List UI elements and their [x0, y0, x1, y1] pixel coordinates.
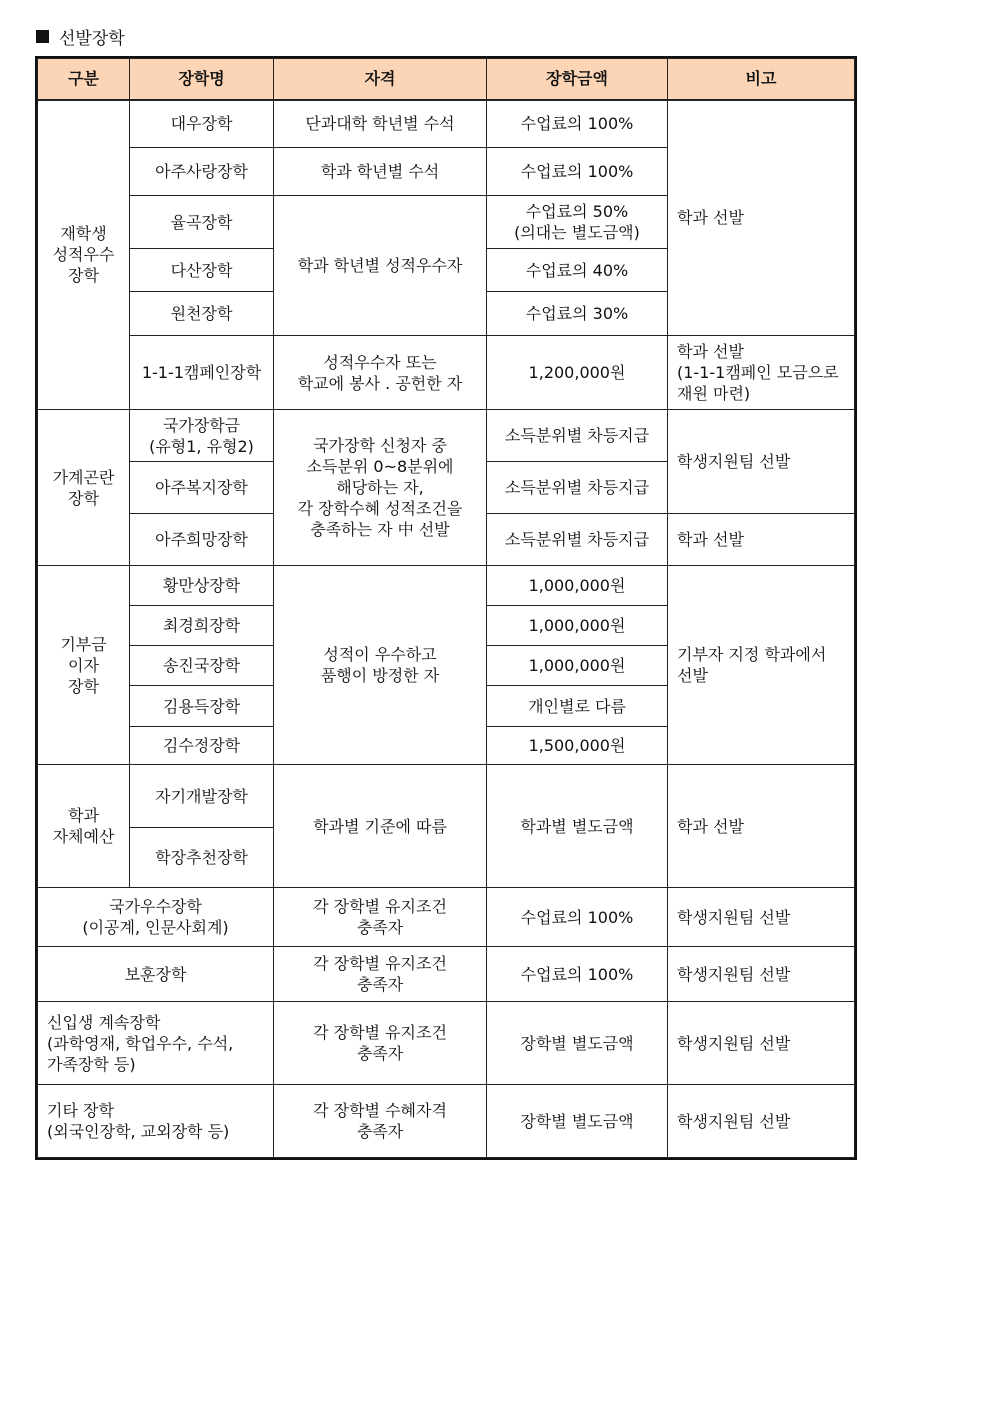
note-cell: 학생지원팀 선발: [668, 947, 855, 1002]
scholarship-name: 국가장학금 (유형1, 유형2): [130, 410, 274, 462]
scholarship-name: 국가우수장학 (이공계, 인문사회계): [38, 888, 274, 947]
table-row: [38, 1085, 855, 1158]
amount-cell: 1,000,000원: [487, 646, 668, 686]
qualification-cell: 각 장학별 유지조건 충족자: [274, 1002, 487, 1085]
header-note: 비고: [668, 59, 855, 100]
header-qualification: 자격: [274, 59, 487, 100]
scholarship-name: 신입생 계속장학 (과학영재, 학업우수, 수석, 가족장학 등): [38, 1002, 274, 1085]
scholarship-name: 원천장학: [130, 292, 274, 336]
amount-cell: 장학별 별도금액: [487, 1085, 668, 1158]
category-cell: 학과 자체예산: [38, 765, 130, 888]
amount-cell: 수업료의 100%: [487, 100, 668, 148]
table-row: [38, 888, 855, 947]
scholarship-name: 김용득장학: [130, 686, 274, 727]
amount-cell: 수업료의 100%: [487, 888, 668, 947]
scholarship-name: 송진국장학: [130, 646, 274, 686]
amount-cell: 장학별 별도금액: [487, 1002, 668, 1085]
section-heading: [36, 24, 125, 49]
amount-cell: 소득분위별 차등지급: [487, 514, 668, 566]
category-cell: 가계곤란 장학: [38, 410, 130, 566]
scholarship-name: 아주복지장학: [130, 462, 274, 514]
section-title: 선발장학: [59, 29, 125, 49]
amount-cell: 수업료의 50% (의대는 별도금액): [487, 196, 668, 249]
amount-cell: 학과별 별도금액: [487, 765, 668, 888]
scholarship-name: 율곡장학: [130, 196, 274, 249]
note-cell: 학생지원팀 선발: [668, 888, 855, 947]
amount-cell: 1,000,000원: [487, 606, 668, 646]
scholarship-name: 황만상장학: [130, 566, 274, 606]
scholarship-name: 다산장학: [130, 249, 274, 292]
scholarship-name: 기타 장학 (외국인장학, 교외장학 등): [38, 1085, 274, 1158]
category-cell: 재학생 성적우수 장학: [38, 100, 130, 410]
note-cell: 학생지원팀 선발: [668, 1085, 855, 1158]
table-header-row: [38, 59, 855, 100]
qualification-cell: 국가장학 신청자 중 소득분위 0~8분위에 해당하는 자, 각 장학수혜 성적조건을 충족하는 자 中 선발: [274, 410, 487, 566]
square-bullet-icon: [36, 30, 49, 43]
qualification-cell: 각 장학별 유지조건 충족자: [274, 888, 487, 947]
qualification-cell: 성적우수자 또는 학교에 봉사 . 공헌한 자: [274, 336, 487, 410]
header-amount: 장학금액: [487, 59, 668, 100]
scholarship-name: 아주희망장학: [130, 514, 274, 566]
qualification-cell: 각 장학별 유지조건 충족자: [274, 947, 487, 1002]
table-row: [38, 1002, 855, 1085]
qualification-cell: 성적이 우수하고 품행이 방정한 자: [274, 566, 487, 765]
table-row: [38, 765, 855, 828]
note-cell: 학과 선발: [668, 100, 855, 336]
scholarship-name: 아주사랑장학: [130, 148, 274, 196]
scholarship-name: 최경희장학: [130, 606, 274, 646]
amount-cell: 수업료의 100%: [487, 148, 668, 196]
scholarship-name: 자기개발장학: [130, 765, 274, 828]
scholarship-name: 학장추천장학: [130, 828, 274, 888]
table-row: [38, 336, 855, 410]
amount-cell: 소득분위별 차등지급: [487, 462, 668, 514]
scholarship-name: 김수정장학: [130, 727, 274, 765]
amount-cell: 개인별로 다름: [487, 686, 668, 727]
table-row: [38, 947, 855, 1002]
qualification-cell: 학과별 기준에 따름: [274, 765, 487, 888]
scholarship-name: 보훈장학: [38, 947, 274, 1002]
note-cell: 기부자 지정 학과에서 선발: [668, 566, 855, 765]
qualification-cell: 학과 학년별 성적우수자: [274, 196, 487, 336]
table-row: [38, 100, 855, 148]
note-cell: 학과 선발: [668, 514, 855, 566]
amount-cell: 1,500,000원: [487, 727, 668, 765]
note-cell: 학생지원팀 선발: [668, 410, 855, 514]
amount-cell: 수업료의 30%: [487, 292, 668, 336]
qualification-cell: 각 장학별 수혜자격 충족자: [274, 1085, 487, 1158]
amount-cell: 소득분위별 차등지급: [487, 410, 668, 462]
note-cell: 학과 선발 (1-1-1캠페인 모금으로 재원 마련): [668, 336, 855, 410]
amount-cell: 수업료의 100%: [487, 947, 668, 1002]
category-cell: 기부금 이자 장학: [38, 566, 130, 765]
amount-cell: 1,000,000원: [487, 566, 668, 606]
table-row: [38, 566, 855, 606]
scholarship-table: [37, 58, 855, 1158]
scholarship-name: 1-1-1캠페인장학: [130, 336, 274, 410]
table-row: [38, 410, 855, 462]
note-cell: 학과 선발: [668, 765, 855, 888]
scholarship-name: 대우장학: [130, 100, 274, 148]
note-cell: 학생지원팀 선발: [668, 1002, 855, 1085]
qualification-cell: 학과 학년별 수석: [274, 148, 487, 196]
amount-cell: 1,200,000원: [487, 336, 668, 410]
amount-cell: 수업료의 40%: [487, 249, 668, 292]
header-name: 장학명: [130, 59, 274, 100]
qualification-cell: 단과대학 학년별 수석: [274, 100, 487, 148]
header-category: 구분: [38, 59, 130, 100]
